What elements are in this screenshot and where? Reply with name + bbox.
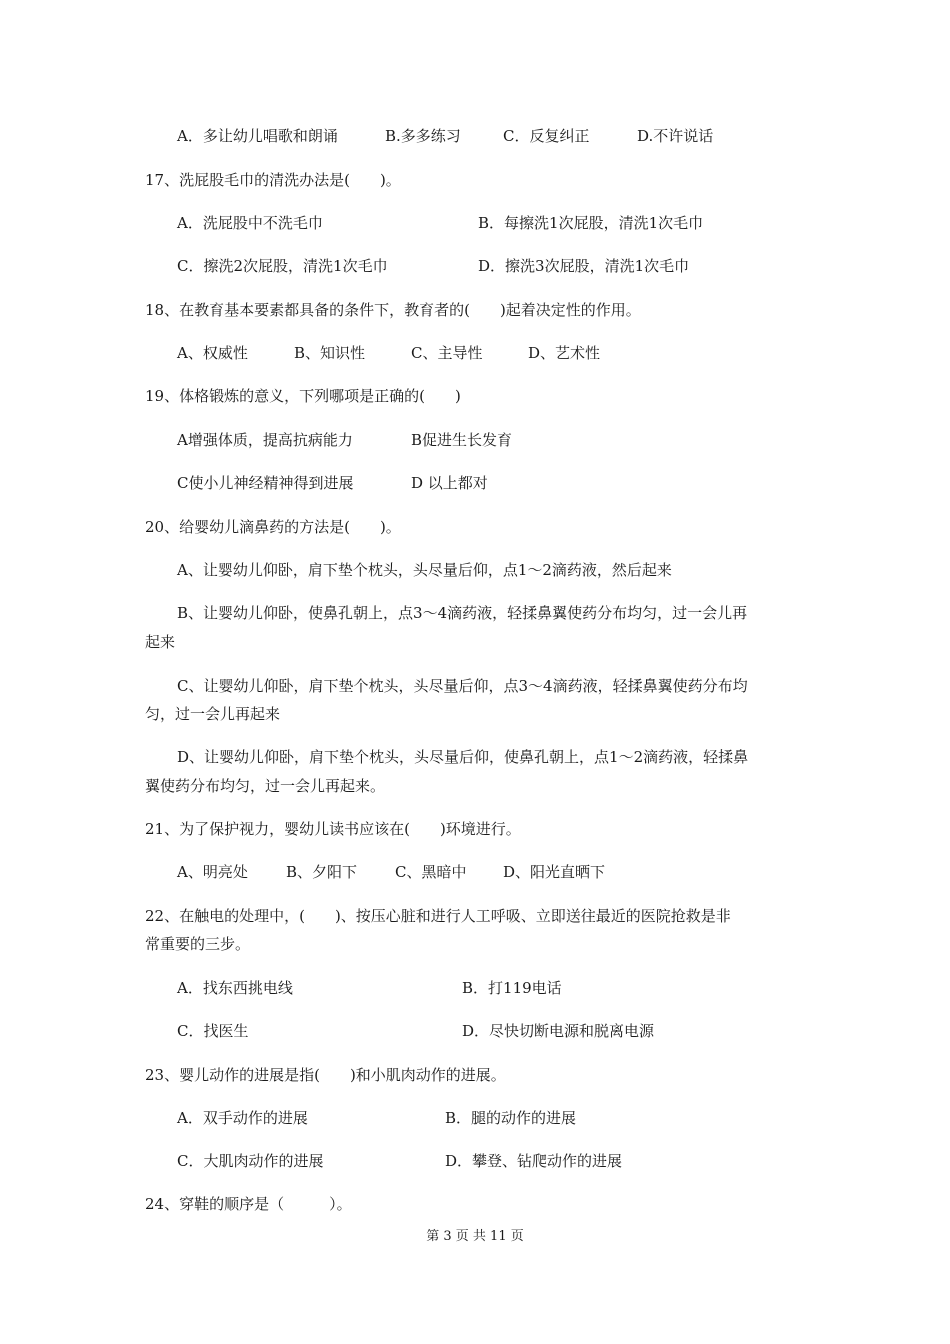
q19-option-c: C使小儿神经精神得到进展 — [177, 474, 354, 492]
q17-option-c: C．擦洗2次屁股，清洗1次毛巾 — [177, 257, 388, 275]
q23-option-c: C．大肌肉动作的进展 — [177, 1152, 324, 1170]
q20-option-a: A、让婴幼儿仰卧，肩下垫个枕头，头尽量后仰，点1～2滴药液，然后起来 — [177, 561, 672, 579]
q22-stem-line1: 22、在触电的处理中，( )、按压心脏和进行人工呼吸、立即送往最近的医院抢救是非 — [145, 907, 731, 925]
q22-option-b: B．打119电话 — [462, 979, 562, 997]
q20-option-c-line1: C、让婴幼儿仰卧，肩下垫个枕头，头尽量后仰，点3～4滴药液，轻揉鼻翼使药分布均 — [177, 677, 748, 695]
q23-option-b: B．腿的动作的进展 — [445, 1109, 577, 1127]
q17-option-d: D．擦洗3次屁股，清洗1次毛巾 — [478, 257, 690, 275]
q16-option-d: D.不许说话 — [637, 127, 714, 145]
q19-option-b: B促进生长发育 — [411, 431, 513, 449]
page-number-footer: 第 3 页 共 11 页 — [426, 1229, 524, 1244]
q18-stem: 18、在教育基本要素都具备的条件下，教育者的( )起着决定性的作用。 — [145, 301, 641, 319]
q21-option-d: D、阳光直晒下 — [503, 863, 606, 881]
q20-stem: 20、给婴幼儿滴鼻药的方法是( )。 — [145, 518, 401, 536]
q20-option-c-line2: 匀，过一会儿再起来 — [145, 705, 281, 723]
q20-option-d-line2: 翼使药分布均匀，过一会儿再起来。 — [145, 777, 386, 795]
q23-option-d: D．攀登、钻爬动作的进展 — [445, 1152, 623, 1170]
q21-option-b: B、夕阳下 — [286, 863, 358, 881]
q17-option-b: B．每擦洗1次屁股，清洗1次毛巾 — [478, 214, 704, 232]
q16-option-a: A．多让幼儿唱歌和朗诵 — [177, 127, 338, 145]
q22-option-c: C．找医生 — [177, 1022, 249, 1040]
q16-option-c: C．反复纠正 — [503, 127, 590, 145]
q21-option-a: A、明亮处 — [177, 863, 248, 881]
q21-stem: 21、为了保护视力，婴幼儿读书应该在( )环境进行。 — [145, 820, 521, 838]
q16-option-b: B.多多练习 — [385, 127, 461, 145]
q20-option-b-line1: B、让婴幼儿仰卧，使鼻孔朝上，点3～4滴药液，轻揉鼻翼使药分布均匀，过一会儿再 — [177, 604, 748, 622]
q18-option-b: B、知识性 — [294, 344, 366, 362]
q17-option-a: A．洗屁股中不洗毛巾 — [177, 214, 323, 232]
q18-option-c: C、主导性 — [411, 344, 483, 362]
q23-option-a: A．双手动作的进展 — [177, 1109, 308, 1127]
q18-option-a: A、权威性 — [177, 344, 248, 362]
q19-option-d: D 以上都对 — [411, 474, 488, 492]
q24-stem: 24、穿鞋的顺序是（ ）。 — [145, 1195, 352, 1213]
q22-option-a: A．找东西挑电线 — [177, 979, 293, 997]
q23-stem: 23、婴儿动作的进展是指( )和小肌肉动作的进展。 — [145, 1066, 506, 1084]
q19-option-a: A增强体质，提高抗病能力 — [177, 431, 353, 449]
q17-stem: 17、洗屁股毛巾的清洗办法是( )。 — [145, 171, 401, 189]
q21-option-c: C、黑暗中 — [395, 863, 467, 881]
q18-option-d: D、艺术性 — [528, 344, 601, 362]
q22-option-d: D．尽快切断电源和脱离电源 — [462, 1022, 655, 1040]
q19-stem: 19、体格锻炼的意义，下列哪项是正确的( ) — [145, 387, 461, 405]
q22-stem-line2: 常重要的三步。 — [145, 935, 251, 953]
q20-option-b-line2: 起来 — [145, 633, 176, 651]
q20-option-d-line1: D、让婴幼儿仰卧，肩下垫个枕头，头尽量后仰，使鼻孔朝上，点1～2滴药液，轻揉鼻 — [177, 748, 749, 766]
